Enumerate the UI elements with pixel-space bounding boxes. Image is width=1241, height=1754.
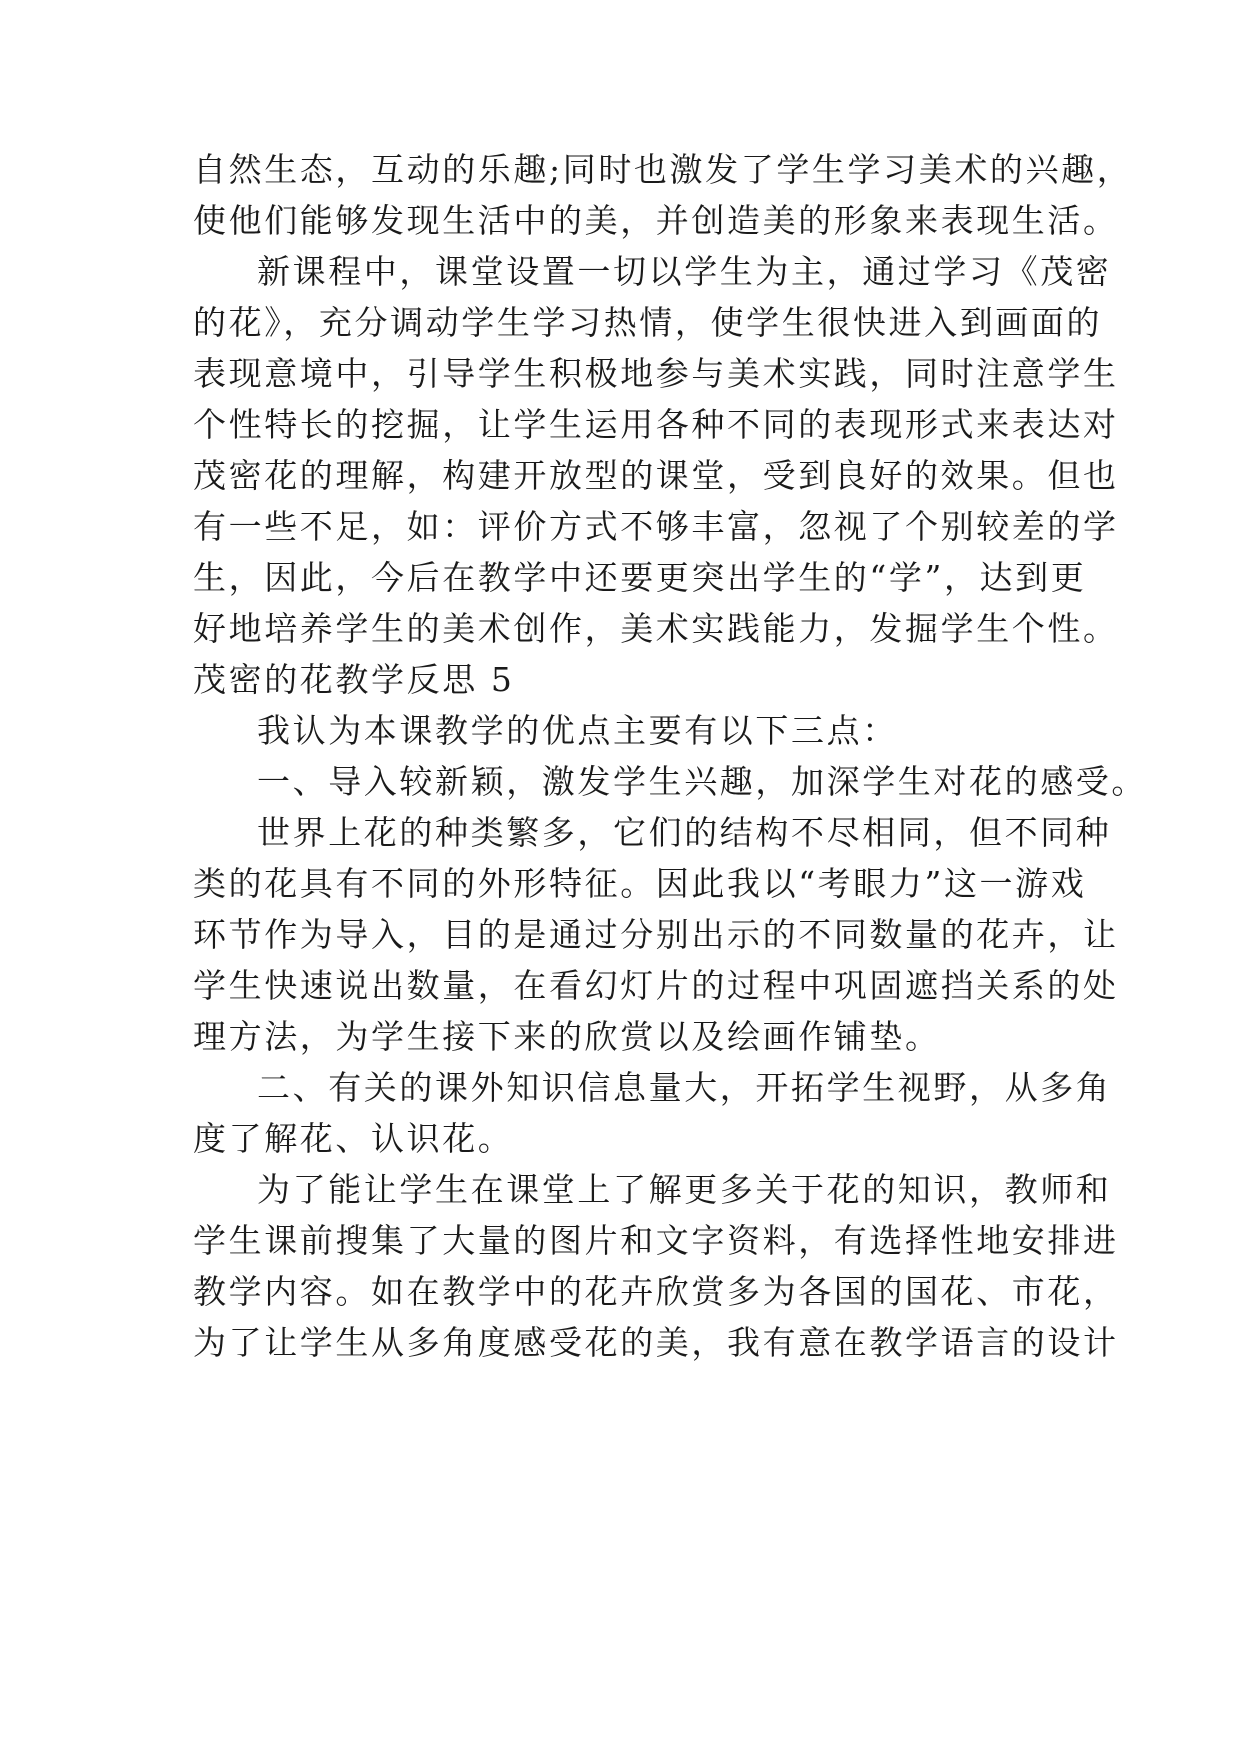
text-line: 有一些不足，如：评价方式不够丰富，忽视了个别较差的学 [193,507,1119,546]
paragraph-start: 为了能让学生在课堂上了解更多关于花的知识，教师和 [257,1170,1112,1209]
text-line: 度了解花、认识花。 [193,1119,514,1158]
text-line: 个性特长的挖掘，让学生运用各种不同的表现形式来表达对 [193,405,1119,444]
paragraph-start: 我认为本课教学的优点主要有以下三点： [257,711,898,750]
text-line: 的花》，充分调动学生学习热情，使学生很快进入到画面的 [193,303,1103,342]
text-line: 学生快速说出数量，在看幻灯片的过程中巩固遮挡关系的处 [193,966,1119,1005]
paragraph-start: 世界上花的种类繁多，它们的结构不尽相同，但不同种 [257,813,1112,852]
text-line: 生，因此，今后在教学中还要更突出学生的“学”，达到更 [193,558,1087,597]
text-line: 自然生态，互动的乐趣;同时也激发了学生学习美术的兴趣， [193,150,1133,189]
text-line: 环节作为导入，目的是通过分别出示的不同数量的花卉，让 [193,915,1119,954]
paragraph-start: 二、有关的课外知识信息量大，开拓学生视野，从多角 [257,1068,1112,1107]
paragraph-start: 新课程中，课堂设置一切以学生为主，通过学习《茂密 [257,252,1112,291]
text-line: 为了让学生从多角度感受花的美，我有意在教学语言的设计 [193,1323,1119,1362]
text-line: 使他们能够发现生活中的美，并创造美的形象来表现生活。 [193,201,1119,240]
paragraph-start: 一、导入较新颖，激发学生兴趣，加深学生对花的感受。 [257,762,1147,801]
text-line: 理方法，为学生接下来的欣赏以及绘画作铺垫。 [193,1017,941,1056]
text-line: 教学内容。如在教学中的花卉欣赏多为各国的国花、市花， [193,1272,1119,1311]
text-line: 表现意境中，引导学生积极地参与美术实践，同时注意学生 [193,354,1119,393]
text-line: 茂密花的理解，构建开放型的课堂，受到良好的效果。但也 [193,456,1119,495]
text-line: 好地培养学生的美术创作，美术实践能力，发掘学生个性。 [193,609,1119,648]
text-line: 类的花具有不同的外形特征。因此我以“考眼力”这一游戏 [193,864,1087,903]
text-line: 学生课前搜集了大量的图片和文字资料，有选择性地安排进 [193,1221,1119,1260]
section-heading: 茂密的花教学反思 5 [193,660,515,699]
